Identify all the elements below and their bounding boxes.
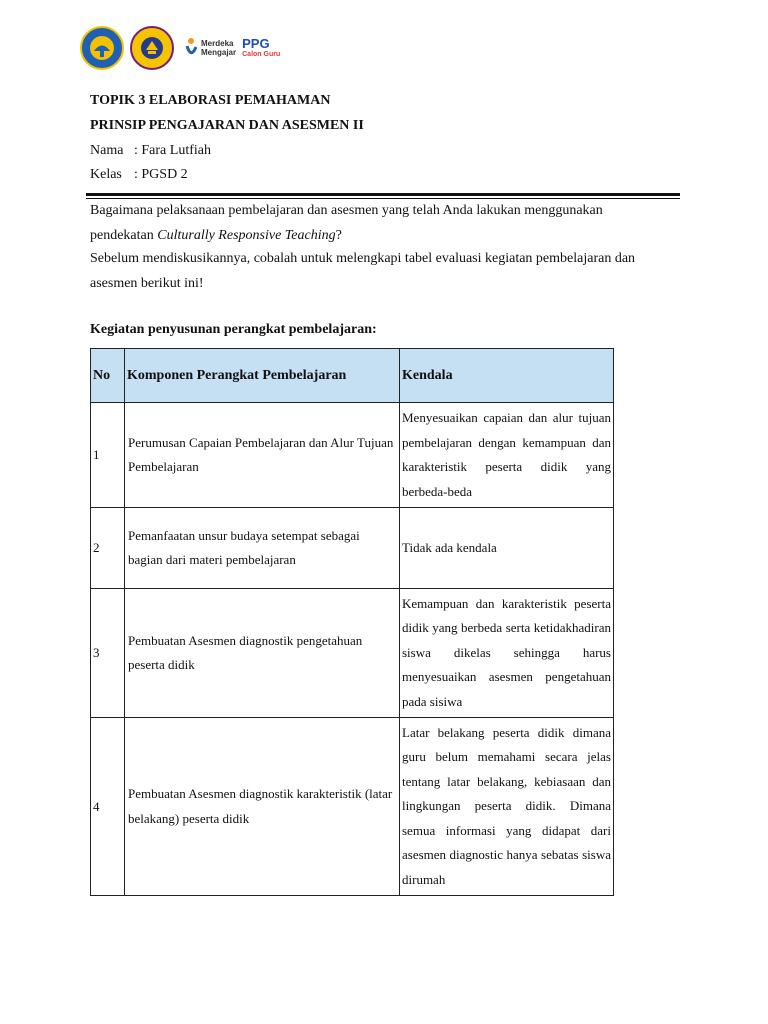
- merdeka-mengajar-logo: [184, 37, 236, 59]
- question-italic-term: Culturally Responsive Teaching: [157, 227, 336, 243]
- section-title: Kegiatan penyusunan perangkat pembelajaran:: [90, 322, 377, 337]
- divider-thick: [86, 193, 680, 196]
- cell-no: 2: [91, 508, 125, 589]
- table-row: [91, 718, 614, 896]
- cell-komponen: Pembuatan Asesmen diagnostik pengetahuan peserta didik: [125, 589, 400, 718]
- ppg-logo: [242, 35, 281, 59]
- cell-kendala: Tidak ada kendala: [400, 508, 614, 589]
- cell-no: 3: [91, 589, 125, 718]
- ppg-main: PPG: [242, 35, 270, 51]
- ppg-sub: Calon Guru: [242, 50, 281, 58]
- kemdikbud-emblem-icon: [88, 34, 116, 62]
- cell-komponen: Pembuatan Asesmen diagnostik karakteristik (latar belakang) peserta didik: [125, 718, 400, 896]
- merdeka-mengajar-icon: [184, 37, 198, 59]
- question-paragraph: [90, 199, 650, 248]
- table-row: [91, 508, 614, 589]
- topic-title: TOPIK 3 ELABORASI PEMAHAMAN: [90, 93, 331, 108]
- university-emblem-icon: [139, 35, 165, 61]
- evaluation-table: [90, 348, 614, 896]
- table-header-row: [91, 349, 614, 403]
- class-row: [90, 167, 188, 183]
- class-label: Kelas: [90, 167, 122, 182]
- table-row: [91, 589, 614, 718]
- name-row: [90, 143, 211, 159]
- header-logos: [80, 24, 280, 72]
- kemdikbud-logo: [80, 26, 124, 70]
- name-value: : Fara Lutfiah: [134, 143, 211, 158]
- header-komponen: Komponen Perangkat Pembelajaran: [125, 349, 400, 403]
- header-no: No: [91, 349, 125, 403]
- cell-no: 1: [91, 403, 125, 508]
- name-label: Nama: [90, 143, 124, 158]
- mm-line2: Mengajar: [201, 48, 237, 57]
- cell-no: 4: [91, 718, 125, 896]
- question-text-start: Bagaimana pelaksanaan pembelajaran dan asesmen yang telah Anda lakukan menggunakan pendekatan: [90, 203, 603, 243]
- class-value: : PGSD 2: [134, 167, 188, 182]
- topic-subtitle: PRINSIP PENGAJARAN DAN ASESMEN II: [90, 118, 364, 133]
- cell-kendala: Latar belakang peserta didik dimana guru belum memahami secara jelas tentang latar belakang, kebiasaan dan lingkungan peserta didik. Dimana semua informasi yang didapat dari asesmen diagnostic hanya sebatas siswa dirumah: [400, 718, 614, 896]
- mm-line1: Merdeka: [201, 39, 234, 48]
- cell-kendala: Kemampuan dan karakteristik peserta didik yang berbeda serta ketidakhadiran siswa dikelas sehingga harus menyesuaikan asesmen pengetahuan pada sisiwa: [400, 589, 614, 718]
- cell-komponen: Perumusan Capaian Pembelajaran dan Alur Tujuan Pembelajaran: [125, 403, 400, 508]
- university-logo: [130, 26, 174, 70]
- instruction-paragraph: Sebelum mendiskusikannya, cobalah untuk melengkapi tabel evaluasi kegiatan pembelajaran dan asesmen berikut ini!: [90, 251, 636, 291]
- cell-kendala: Menyesuaikan capaian dan alur tujuan pembelajaran dengan kemampuan dan karakteristik peserta didik yang berbeda-beda: [400, 403, 614, 508]
- cell-komponen: Pemanfaatan unsur budaya setempat sebagai bagian dari materi pembelajaran: [125, 508, 400, 589]
- header-kendala: Kendala: [400, 349, 614, 403]
- question-text-end: ?: [335, 227, 342, 243]
- table-row: [91, 403, 614, 508]
